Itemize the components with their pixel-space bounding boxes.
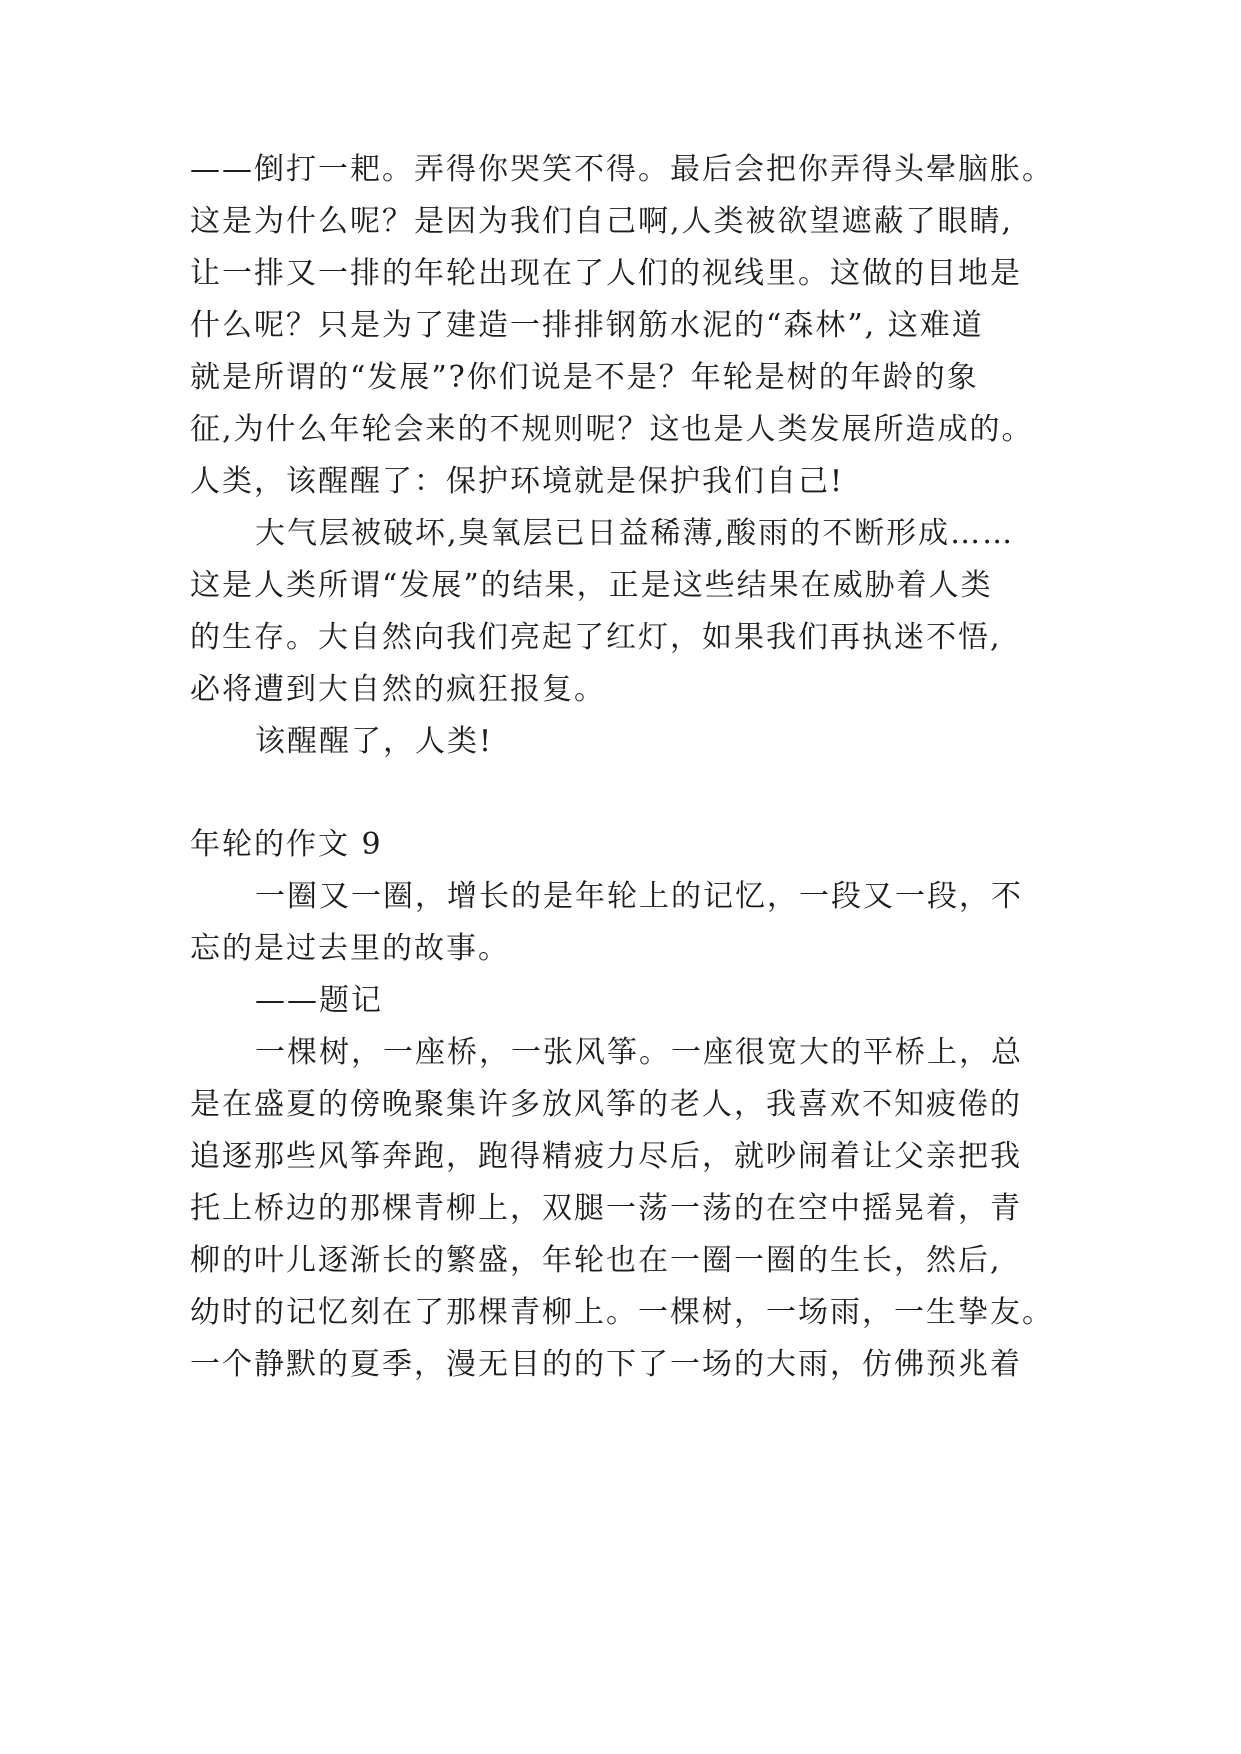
text-line-21: 一个静默的夏季，漫无目的的下了一场的大雨，仿佛预兆着 xyxy=(190,1347,1022,1382)
text-line-3: 让一排又一排的年轮出现在了人们的视线里。这做的目地是 xyxy=(190,256,1022,291)
text-line-17: 追逐那些风筝奔跑，跑得精疲力尽后，就吵闹着让父亲把我 xyxy=(190,1139,1022,1174)
text-line-9: 这是人类所谓“发展”的结果，正是这些结果在威胁着人类 xyxy=(190,568,993,603)
text-line-8: 大气层被破坏,臭氧层已日益稀薄,酸雨的不断形成…… xyxy=(255,516,1015,551)
text-line-12: 该醒醒了，人类! xyxy=(255,724,494,759)
text-line-7: 人类，该醒醒了：保护环境就是保护我们自己! xyxy=(190,464,845,499)
text-line-5: 就是所谓的“发展”?你们说是不是？年轮是树的年龄的象 xyxy=(190,360,979,395)
text-line-19: 柳的叶儿逐渐长的繁盛，年轮也在一圈一圈的生长，然后, xyxy=(190,1243,1002,1278)
text-line-6: 征,为什么年轮会来的不规则呢？这也是人类发展所造成的。 xyxy=(190,412,1034,447)
text-line-13: 一圈又一圈，增长的是年轮上的记忆，一段又一段，不 xyxy=(255,879,1023,914)
text-line-15: 一棵树，一座桥，一张风筝。一座很宽大的平桥上，总 xyxy=(255,1035,1023,1070)
text-line-11: 必将遭到大自然的疯狂报复。 xyxy=(190,672,606,707)
text-line-18: 托上桥边的那棵青柳上，双腿一荡一荡的在空中摇晃着，青 xyxy=(190,1191,1022,1226)
text-line-14: 忘的是过去里的故事。 xyxy=(190,931,510,966)
text-line-16: 是在盛夏的傍晚聚集许多放风筝的老人，我喜欢不知疲倦的 xyxy=(190,1087,1022,1122)
text-line-4: 什么呢？只是为了建造一排排钢筋水泥的“森林”, 这难道 xyxy=(190,308,984,343)
text-line-10: 的生存。大自然向我们亮起了红灯，如果我们再执迷不悟, xyxy=(190,620,1002,655)
epigraph-attribution: ——题记 xyxy=(255,983,383,1018)
section-heading: 年轮的作文 9 xyxy=(190,827,383,862)
text-line-20: 幼时的记忆刻在了那棵青柳上。一棵树，一场雨，一生挚友。 xyxy=(190,1295,1054,1330)
text-line-1: ——倒打一耙。弄得你哭笑不得。最后会把你弄得头晕脑胀。 xyxy=(190,152,1054,187)
text-line-2: 这是为什么呢？是因为我们自己啊,人类被欲望遮蔽了眼睛, xyxy=(190,204,1014,239)
